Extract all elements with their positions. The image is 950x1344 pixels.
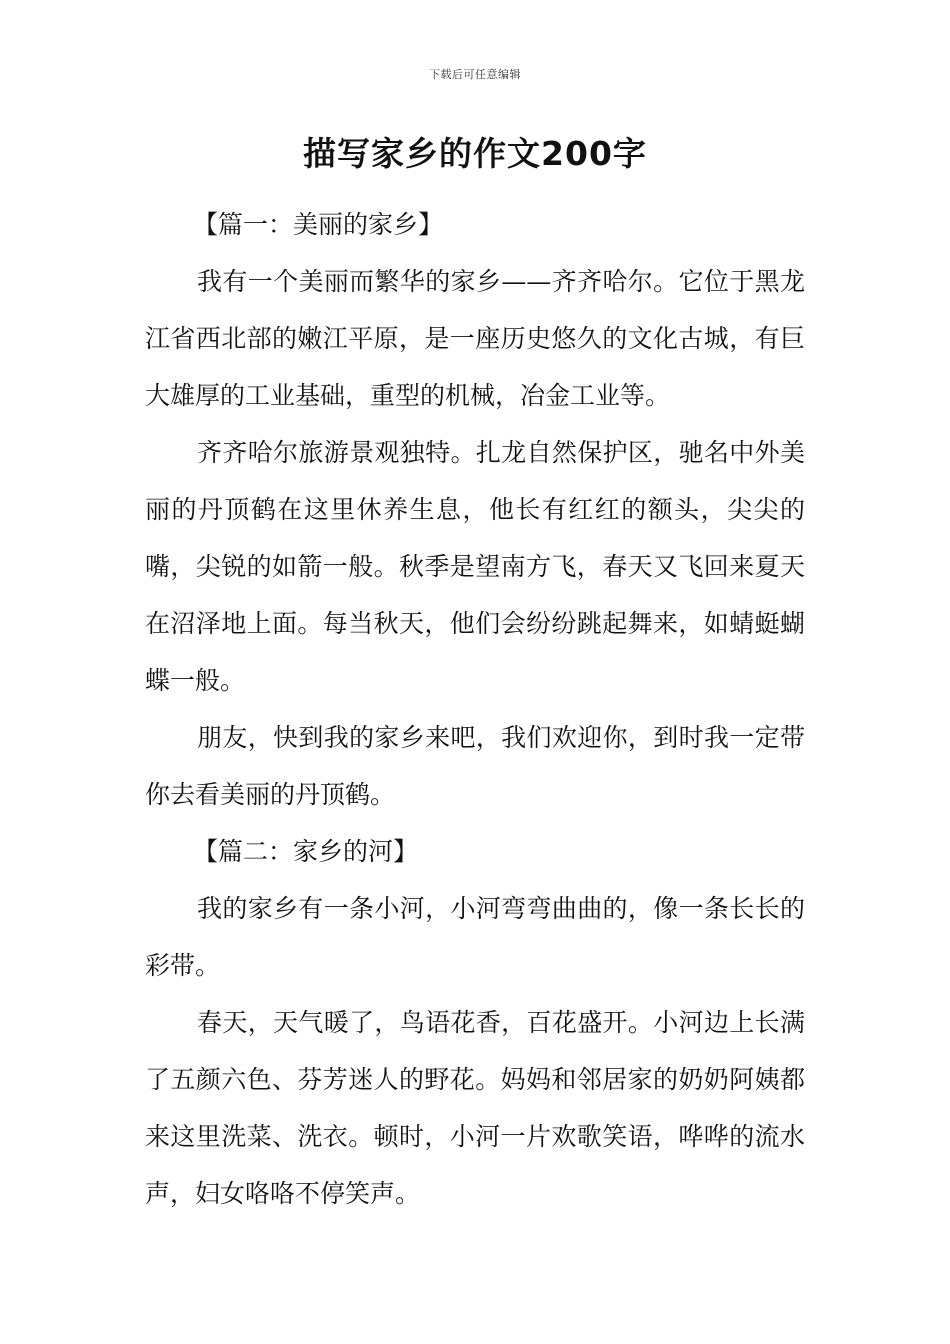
paragraph-4: 我的家乡有一条小河，小河弯弯曲曲的，像一条长长的彩带。	[145, 894, 805, 980]
section-heading-1: 【篇一：美丽的家乡】	[193, 210, 444, 239]
document-body	[145, 196, 805, 1222]
section-heading-2: 【篇二：家乡的河】	[193, 837, 419, 866]
paragraph-5: 春天，天气暖了，鸟语花香，百花盛开。小河边上长满了五颜六色、芬芳迷人的野花。妈妈和邻居家的奶奶阿姨都来这里洗菜、洗衣。顿时，小河一片欢歌笑语，哗哗的流水声，妇女咯咯不停笑声。	[145, 1008, 805, 1208]
header-note: 下载后可任意编辑	[429, 68, 521, 81]
paragraph-1: 我有一个美丽而繁华的家乡——齐齐哈尔。它位于黑龙江省西北部的嫩江平原，是一座历史悠久的文化古城，有巨大雄厚的工业基础，重型的机械，冶金工业等。	[145, 267, 805, 410]
document-title: 描写家乡的作文200字	[303, 134, 647, 173]
paragraph-3: 朋友，快到我的家乡来吧，我们欢迎你，到时我一定带你去看美丽的丹顶鹤。	[145, 723, 805, 809]
paragraph-2: 齐齐哈尔旅游景观独特。扎龙自然保护区，驰名中外美丽的丹顶鹤在这里休养生息，他长有红红的额头，尖尖的嘴，尖锐的如箭一般。秋季是望南方飞，春天又飞回来夏天在沼泽地上面。每当秋天，他们会纷纷跳起舞来，如蜻蜓蝴蝶一般。	[145, 438, 805, 695]
